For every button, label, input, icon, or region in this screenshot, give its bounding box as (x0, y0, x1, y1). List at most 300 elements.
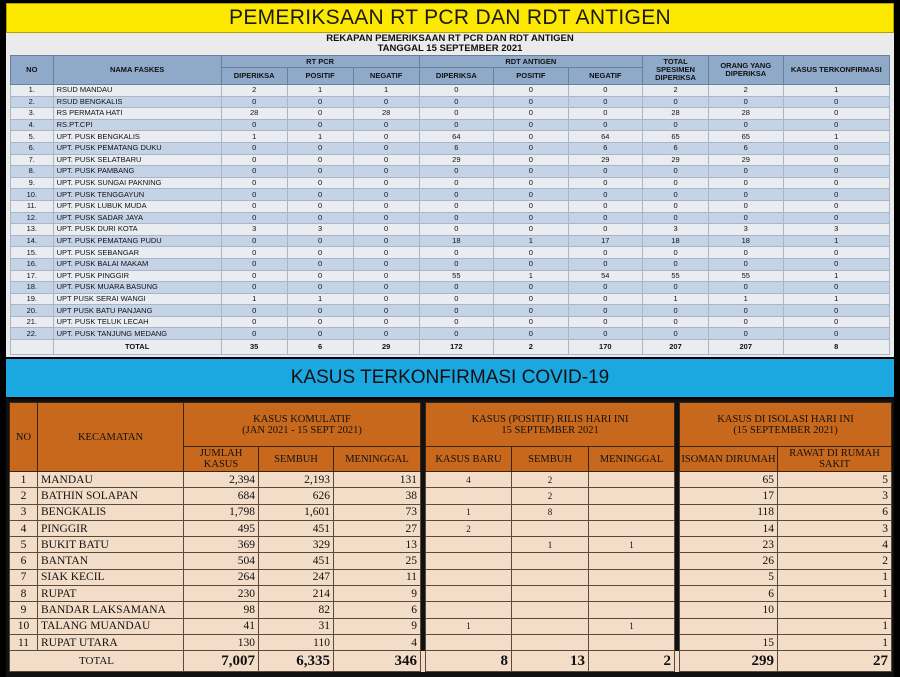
cell-no: 19. (11, 293, 54, 305)
cell-mng: 38 (334, 488, 421, 504)
cell-mng: 131 (334, 472, 421, 488)
cell-mng: 11 (334, 569, 421, 585)
cell-smb: 2,193 (259, 472, 334, 488)
cell-r-smb: 2 (512, 472, 589, 488)
cell-pcr-p: 0 (287, 177, 353, 189)
col-header-rdt-positif: POSITIF (494, 68, 568, 85)
cell-rdt-p: 0 (494, 212, 568, 224)
cell-pcr-d: 0 (221, 235, 287, 247)
cell-pcr-p: 0 (287, 96, 353, 108)
cell-pcr-d: 0 (221, 200, 287, 212)
cell-nama: RSUD MANDAU (53, 85, 221, 97)
cell-pcr-p: 0 (287, 200, 353, 212)
cell-tot: 18 (643, 235, 709, 247)
cell-kasus: 3 (783, 224, 890, 236)
table-row (11, 328, 890, 340)
cell-orang: 0 (709, 166, 783, 178)
cell-no: 3. (11, 108, 54, 120)
cell-smb: 626 (259, 488, 334, 504)
cell-no: 7. (11, 154, 54, 166)
cell-r-smb (512, 618, 589, 634)
cell-rdt-d: 0 (419, 282, 493, 294)
cell-nama: UPT. PUSK BENGKALIS (53, 131, 221, 143)
cell-rdt-n: 0 (568, 189, 642, 201)
col-header-isolasi-hari-ini (680, 403, 892, 447)
cell-rs: 5 (778, 472, 892, 488)
cell-rdt-p: 0 (494, 328, 568, 340)
cell-rdt-d: 64 (419, 131, 493, 143)
cell-rdt-n: 0 (568, 316, 642, 328)
cell-rdt-p: 1 (494, 270, 568, 282)
pcr-title-line1: REKAPAN PEMERIKSAAN RT PCR DAN RDT ANTIGEN (326, 33, 574, 44)
cell-rdt-d: 6 (419, 142, 493, 154)
cell-rdt-p: 0 (494, 96, 568, 108)
cell-rdt-d: 0 (419, 212, 493, 224)
cell-pcr-p: 0 (287, 212, 353, 224)
cell-pcr-n: 0 (353, 235, 419, 247)
cell-no: 14. (11, 235, 54, 247)
cell-nama: UPT. PUSK SEBANGAR (53, 247, 221, 259)
cell-kasus: 1 (783, 131, 890, 143)
cell-pcr-d: 0 (221, 96, 287, 108)
cell-rdt-n: 0 (568, 212, 642, 224)
total-smb: 6,335 (259, 651, 334, 672)
cell-orang: 0 (709, 258, 783, 270)
cell-r-smb: 1 (512, 537, 589, 553)
pcr-table-body (11, 85, 890, 355)
cell-orang: 1 (709, 293, 783, 305)
cell-kec: MANDAU (38, 472, 184, 488)
pcr-table (10, 55, 890, 355)
cell-tot: 28 (643, 108, 709, 120)
cell-r-mng (589, 569, 675, 585)
cell-pcr-p: 0 (287, 119, 353, 131)
cell-nama: RS PERMATA HATI (53, 108, 221, 120)
cell-jml: 369 (184, 537, 259, 553)
cell-smb: 110 (259, 634, 334, 650)
cell-orang: 29 (709, 154, 783, 166)
table-row (10, 472, 892, 488)
cell-rdt-d: 0 (419, 224, 493, 236)
cell-pcr-n: 0 (353, 316, 419, 328)
cell-no: 17. (11, 270, 54, 282)
total-mng: 346 (334, 651, 421, 672)
cell-tot: 6 (643, 142, 709, 154)
cell-r-smb: 2 (512, 488, 589, 504)
table-row (11, 85, 890, 97)
cell-kec: BATHIN SOLAPAN (38, 488, 184, 504)
pcr-banner (6, 3, 894, 33)
cell-pcr-d: 0 (221, 316, 287, 328)
cell-rdt-n: 0 (568, 166, 642, 178)
cell-orang: 0 (709, 177, 783, 189)
cell-nama: UPT. PUSK BALAI MAKAM (53, 258, 221, 270)
cell-kasus: 1 (783, 85, 890, 97)
cell-rdt-n: 64 (568, 131, 642, 143)
cell-rdt-n: 0 (568, 96, 642, 108)
cell-no: 10. (11, 189, 54, 201)
cell-kec: SIAK KECIL (38, 569, 184, 585)
cell-r-mng (589, 472, 675, 488)
cell-tot: 2 (643, 85, 709, 97)
cell-rdt-n: 0 (568, 85, 642, 97)
cell-orang: 55 (709, 270, 783, 282)
cell-iso (680, 618, 778, 634)
cell-pcr-n: 0 (353, 154, 419, 166)
cell-rdt-n: 0 (568, 224, 642, 236)
cell-kasus: 0 (783, 247, 890, 259)
cell-no: 6. (11, 142, 54, 154)
cell-rdt-n: 0 (568, 200, 642, 212)
total-pcr-d: 35 (221, 340, 287, 355)
table-row (11, 154, 890, 166)
cell-mng: 9 (334, 618, 421, 634)
cell-kec: RUPAT (38, 586, 184, 602)
cell-nama: RSUD BENGKALIS (53, 96, 221, 108)
col-header-no: NO (10, 403, 38, 472)
table-row (11, 131, 890, 143)
cell-pcr-d: 0 (221, 177, 287, 189)
table-row (10, 618, 892, 634)
total-row (11, 340, 890, 355)
table-row (11, 119, 890, 131)
cell-baru (426, 602, 512, 618)
cell-no: 16. (11, 258, 54, 270)
cell-nama: UPT PUSK SERAI WANGI (53, 293, 221, 305)
cell-rdt-p: 0 (494, 142, 568, 154)
cell-rdt-d: 29 (419, 154, 493, 166)
cell-rdt-d: 0 (419, 85, 493, 97)
cell-pcr-p: 0 (287, 235, 353, 247)
cell-pcr-d: 0 (221, 142, 287, 154)
cell-nama: UPT. PUSK TENGGAYUN (53, 189, 221, 201)
cell-pcr-p: 1 (287, 293, 353, 305)
total-orang: 207 (709, 340, 783, 355)
cell-smb: 1,601 (259, 504, 334, 520)
cell-r-smb (512, 634, 589, 650)
cell-rs: 2 (778, 553, 892, 569)
cell-r-mng: 1 (589, 537, 675, 553)
cell-kasus: 0 (783, 258, 890, 270)
cell-no: 15. (11, 247, 54, 259)
cell-tot: 0 (643, 316, 709, 328)
cell-rdt-d: 0 (419, 316, 493, 328)
cell-pcr-p: 0 (287, 316, 353, 328)
cell-no (11, 340, 54, 355)
cell-kasus: 0 (783, 154, 890, 166)
cell-rdt-d: 0 (419, 305, 493, 317)
cell-orang: 0 (709, 119, 783, 131)
cell-jml: 41 (184, 618, 259, 634)
col-header-total-spesimen: TOTAL SPESIMEN DIPERIKSA (643, 56, 709, 85)
cell-no: 2 (10, 488, 38, 504)
cell-smb: 329 (259, 537, 334, 553)
cell-nama: UPT. PUSK DURI KOTA (53, 224, 221, 236)
cell-no: 9. (11, 177, 54, 189)
cell-pcr-p: 3 (287, 224, 353, 236)
cell-rs: 4 (778, 537, 892, 553)
col-header-rdt-negatif: NEGATIF (568, 68, 642, 85)
cell-rdt-p: 0 (494, 108, 568, 120)
total-pcr-p: 6 (287, 340, 353, 355)
cell-smb: 451 (259, 553, 334, 569)
cell-kec: BUKIT BATU (38, 537, 184, 553)
cell-kasus: 0 (783, 328, 890, 340)
cell-orang: 0 (709, 189, 783, 201)
cell-baru: 2 (426, 520, 512, 536)
cell-orang: 18 (709, 235, 783, 247)
col-header-kasus-terkonfirmasi: KASUS TERKONFIRMASI (783, 56, 890, 85)
table-row (11, 282, 890, 294)
cell-tot: 1 (643, 293, 709, 305)
cell-rdt-d: 0 (419, 328, 493, 340)
cell-orang: 0 (709, 282, 783, 294)
cell-pcr-d: 0 (221, 154, 287, 166)
cell-pcr-p: 0 (287, 189, 353, 201)
col-header-isoman: ISOMAN DIRUMAH (680, 447, 778, 472)
cell-no: 18. (11, 282, 54, 294)
cell-kec: TALANG MUANDAU (38, 618, 184, 634)
cell-pcr-d: 0 (221, 328, 287, 340)
cell-tot: 0 (643, 247, 709, 259)
cell-pcr-p: 0 (287, 328, 353, 340)
table-row (11, 270, 890, 282)
covid-panel (6, 399, 894, 677)
cell-pcr-p: 0 (287, 258, 353, 270)
cell-mng: 25 (334, 553, 421, 569)
cell-pcr-n: 0 (353, 119, 419, 131)
cell-no: 1. (11, 85, 54, 97)
cell-baru (426, 488, 512, 504)
cell-pcr-d: 0 (221, 212, 287, 224)
cell-rdt-n: 0 (568, 258, 642, 270)
cell-no: 12. (11, 212, 54, 224)
cell-rs: 3 (778, 488, 892, 504)
cell-r-smb (512, 520, 589, 536)
kumulatif-title: KASUS KOMULATIF (253, 413, 351, 425)
cell-smb: 451 (259, 520, 334, 536)
cell-pcr-n: 0 (353, 224, 419, 236)
cell-r-mng (589, 602, 675, 618)
total-kasus: 8 (783, 340, 890, 355)
cell-iso: 26 (680, 553, 778, 569)
cell-rs: 1 (778, 634, 892, 650)
cell-nama: RS.PT.CPI (53, 119, 221, 131)
cell-no: 13. (11, 224, 54, 236)
cell-rs: 3 (778, 520, 892, 536)
cell-pcr-p: 0 (287, 305, 353, 317)
total-label: TOTAL (10, 651, 184, 672)
cell-pcr-p: 1 (287, 131, 353, 143)
table-row (11, 305, 890, 317)
col-header-rilis-meninggal: MENINGGAL (589, 447, 675, 472)
cell-tot: 3 (643, 224, 709, 236)
cell-rdt-p: 0 (494, 258, 568, 270)
cell-baru (426, 553, 512, 569)
cell-iso: 23 (680, 537, 778, 553)
table-row (11, 200, 890, 212)
cell-pcr-p: 0 (287, 270, 353, 282)
cell-mng: 13 (334, 537, 421, 553)
cell-pcr-d: 1 (221, 293, 287, 305)
cell-pcr-p: 0 (287, 247, 353, 259)
cell-pcr-n: 0 (353, 96, 419, 108)
col-header-kasus-komulatif (184, 403, 421, 447)
cell-mng: 9 (334, 586, 421, 602)
covid-table (9, 402, 892, 672)
cell-orang: 3 (709, 224, 783, 236)
cell-smb: 247 (259, 569, 334, 585)
covid-banner-title: KASUS TERKONFIRMASI COVID-19 (290, 367, 610, 388)
cell-tot: 0 (643, 328, 709, 340)
cell-pcr-p: 0 (287, 154, 353, 166)
total-baru: 8 (426, 651, 512, 672)
cell-rs: 6 (778, 504, 892, 520)
cell-jml: 684 (184, 488, 259, 504)
cell-pcr-d: 0 (221, 247, 287, 259)
cell-r-mng: 1 (589, 618, 675, 634)
cell-rdt-d: 0 (419, 247, 493, 259)
cell-pcr-d: 28 (221, 108, 287, 120)
cell-tot: 65 (643, 131, 709, 143)
cell-rdt-p: 0 (494, 189, 568, 201)
cell-rdt-n: 0 (568, 282, 642, 294)
cell-r-mng (589, 504, 675, 520)
col-header-pcr-diperiksa: DIPERIKSA (221, 68, 287, 85)
cell-no: 11 (10, 634, 38, 650)
rilis-date: 15 SEPTEMBER 2021 (501, 424, 599, 436)
cell-jml: 504 (184, 553, 259, 569)
cell-rdt-d: 0 (419, 96, 493, 108)
cell-pcr-n: 0 (353, 212, 419, 224)
cell-baru (426, 634, 512, 650)
col-header-meninggal: MENINGGAL (334, 447, 421, 472)
cell-orang: 0 (709, 200, 783, 212)
cell-r-smb (512, 586, 589, 602)
cell-baru: 4 (426, 472, 512, 488)
table-row (10, 504, 892, 520)
cell-r-smb: 8 (512, 504, 589, 520)
cell-orang: 0 (709, 316, 783, 328)
cell-iso: 14 (680, 520, 778, 536)
cell-pcr-n: 0 (353, 258, 419, 270)
cell-no: 6 (10, 553, 38, 569)
cell-jml: 495 (184, 520, 259, 536)
cell-r-smb (512, 569, 589, 585)
cell-iso: 6 (680, 586, 778, 602)
cell-r-mng (589, 586, 675, 602)
table-row (10, 569, 892, 585)
table-row (11, 235, 890, 247)
cell-smb: 214 (259, 586, 334, 602)
cell-pcr-n: 0 (353, 305, 419, 317)
cell-kasus: 0 (783, 177, 890, 189)
cell-r-mng (589, 520, 675, 536)
cell-tot: 0 (643, 166, 709, 178)
cell-pcr-n: 0 (353, 328, 419, 340)
table-row (10, 634, 892, 650)
pcr-recap-title (6, 33, 894, 56)
cell-rdt-d: 0 (419, 177, 493, 189)
cell-pcr-n: 28 (353, 108, 419, 120)
cell-tot: 0 (643, 96, 709, 108)
cell-nama: UPT. PUSK PINGGIR (53, 270, 221, 282)
cell-smb: 31 (259, 618, 334, 634)
cell-orang: 65 (709, 131, 783, 143)
cell-kasus: 0 (783, 212, 890, 224)
cell-pcr-p: 0 (287, 142, 353, 154)
cell-kec: BANDAR LAKSAMANA (38, 602, 184, 618)
cell-kec: PINGGIR (38, 520, 184, 536)
cell-rdt-p: 0 (494, 282, 568, 294)
cell-rdt-n: 17 (568, 235, 642, 247)
cell-pcr-n: 0 (353, 282, 419, 294)
cell-rdt-d: 55 (419, 270, 493, 282)
table-row (11, 316, 890, 328)
cell-kec: BANTAN (38, 553, 184, 569)
cell-pcr-n: 0 (353, 270, 419, 282)
cell-kasus: 0 (783, 166, 890, 178)
table-row (10, 586, 892, 602)
table-row (10, 602, 892, 618)
cell-smb: 82 (259, 602, 334, 618)
cell-rdt-n: 6 (568, 142, 642, 154)
cell-rdt-n: 0 (568, 305, 642, 317)
cell-tot: 0 (643, 258, 709, 270)
cell-kasus: 0 (783, 282, 890, 294)
cell-pcr-n: 0 (353, 142, 419, 154)
cell-pcr-p: 0 (287, 166, 353, 178)
cell-pcr-n: 0 (353, 200, 419, 212)
cell-pcr-d: 0 (221, 282, 287, 294)
pcr-title-line2: TANGGAL 15 SEPTEMBER 2021 (377, 43, 523, 54)
cell-rdt-n: 0 (568, 108, 642, 120)
cell-tot: 55 (643, 270, 709, 282)
cell-rs: 1 (778, 586, 892, 602)
table-row (10, 488, 892, 504)
cell-pcr-d: 0 (221, 166, 287, 178)
cell-nama: UPT. PUSK MUARA BASUNG (53, 282, 221, 294)
cell-kasus: 0 (783, 316, 890, 328)
cell-rdt-d: 0 (419, 108, 493, 120)
total-label: TOTAL (53, 340, 221, 355)
cell-nama: UPT PUSK BATU PANJANG (53, 305, 221, 317)
cell-rdt-p: 0 (494, 200, 568, 212)
cell-jml: 264 (184, 569, 259, 585)
cell-kasus: 0 (783, 305, 890, 317)
cell-iso: 17 (680, 488, 778, 504)
cell-baru (426, 537, 512, 553)
cell-nama: UPT. PUSK SELATBARU (53, 154, 221, 166)
kumulatif-period: (JAN 2021 - 15 SEPT 2021) (242, 424, 362, 436)
cell-baru (426, 586, 512, 602)
cell-orang: 0 (709, 96, 783, 108)
cell-nama: UPT. PUSK TANJUNG MEDANG (53, 328, 221, 340)
cell-rdt-n: 29 (568, 154, 642, 166)
cell-baru: 1 (426, 504, 512, 520)
table-row (10, 537, 892, 553)
cell-kasus: 0 (783, 189, 890, 201)
cell-nama: UPT. PUSK PEMATANG DUKU (53, 142, 221, 154)
isolasi-title: KASUS DI ISOLASI HARI INI (717, 413, 854, 425)
cell-rdt-d: 0 (419, 293, 493, 305)
cell-pcr-d: 0 (221, 258, 287, 270)
cell-no: 3 (10, 504, 38, 520)
cell-orang: 28 (709, 108, 783, 120)
cell-rdt-n: 0 (568, 247, 642, 259)
cell-rs (778, 602, 892, 618)
cell-pcr-d: 1 (221, 131, 287, 143)
